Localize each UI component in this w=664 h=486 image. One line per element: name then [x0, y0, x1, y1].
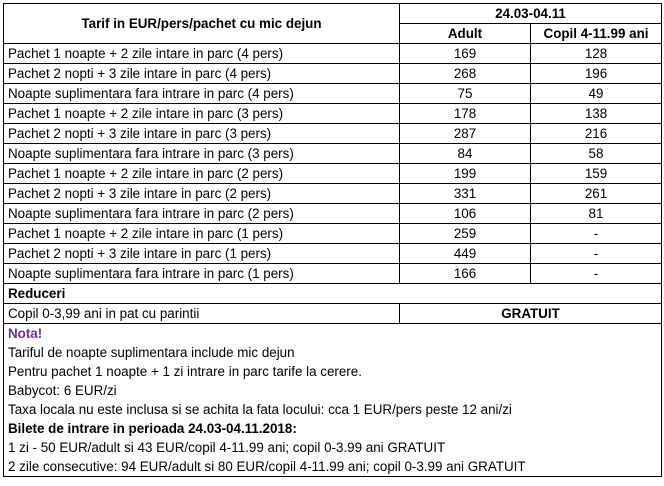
child-price: -: [531, 224, 662, 244]
note-row: [4, 457, 662, 477]
price-row: [4, 184, 662, 204]
row-label: Pachet 1 noapte + 2 zile intare in parc (4 pers): [4, 44, 400, 64]
note-row: [4, 419, 662, 438]
row-label: Noapte suplimentara fara intrare in parc (1 pers): [4, 264, 400, 284]
price-row: [4, 164, 662, 184]
adult-price: 199: [400, 164, 531, 184]
note-row: [4, 362, 662, 381]
price-row: [4, 144, 662, 164]
price-row: [4, 204, 662, 224]
discount-value: GRATUIT: [400, 304, 662, 324]
row-label: Noapte suplimentara fara intrare in parc (4 pers): [4, 84, 400, 104]
price-row: [4, 64, 662, 84]
adult-price: 287: [400, 124, 531, 144]
period-header: 24.03-04.11: [400, 4, 662, 24]
child-price: 216: [531, 124, 662, 144]
child-price: 159: [531, 164, 662, 184]
price-row: [4, 44, 662, 64]
note-row: [4, 400, 662, 419]
row-label: Pachet 1 noapte + 2 zile intare in parc (1 pers): [4, 224, 400, 244]
row-label: Pachet 2 nopti + 3 zile intare in parc (1 pers): [4, 244, 400, 264]
child-price: 81: [531, 204, 662, 224]
adult-price: 106: [400, 204, 531, 224]
row-label: Noapte suplimentara fara intrare in parc (2 pers): [4, 204, 400, 224]
table-title: Tarif in EUR/pers/pachet cu mic dejun: [4, 4, 400, 44]
child-price: 261: [531, 184, 662, 204]
child-price: -: [531, 244, 662, 264]
row-label: Pachet 1 noapte + 2 zile intare in parc (2 pers): [4, 164, 400, 184]
note-line: Babycot: 6 EUR/zi: [4, 381, 662, 400]
price-table: [3, 3, 662, 477]
discount-label: Copil 0-3,99 ani in pat cu parintii: [4, 304, 400, 324]
notes-title: Nota!: [4, 324, 662, 344]
row-label: Pachet 2 nopti + 3 zile intare in parc (4 pers): [4, 64, 400, 84]
adult-price: 259: [400, 224, 531, 244]
price-row: [4, 244, 662, 264]
child-price: 196: [531, 64, 662, 84]
note-line: Pentru pachet 1 noapte + 1 zi intrare in parc tarife la cerere.: [4, 362, 662, 381]
adult-price: 331: [400, 184, 531, 204]
row-label: Pachet 1 noapte + 2 zile intare in parc (3 pers): [4, 104, 400, 124]
price-row: [4, 104, 662, 124]
adult-price: 268: [400, 64, 531, 84]
row-label: Pachet 2 nopti + 3 zile intare in parc (2 pers): [4, 184, 400, 204]
note-row: [4, 438, 662, 457]
ticket-line: 2 zile consecutive: 94 EUR/adult si 80 EUR/copil 4-11.99 ani; copil 0-3.99 ani GRATUIT: [4, 457, 662, 477]
price-row: [4, 84, 662, 104]
child-price: 49: [531, 84, 662, 104]
ticket-line: 1 zi - 50 EUR/adult si 43 EUR/copil 4-11.99 ani; copil 0-3.99 ani GRATUIT: [4, 438, 662, 457]
header-row-1: [4, 4, 662, 24]
adult-column-header: Adult: [400, 24, 531, 44]
adult-price: 84: [400, 144, 531, 164]
price-row: [4, 124, 662, 144]
discount-row: [4, 304, 662, 324]
child-price: -: [531, 264, 662, 284]
child-column-header: Copil 4-11.99 ani: [531, 24, 662, 44]
adult-price: 75: [400, 84, 531, 104]
child-price: 128: [531, 44, 662, 64]
discounts-title-row: [4, 284, 662, 304]
child-price: 138: [531, 104, 662, 124]
tickets-title: Bilete de intrare in perioada 24.03-04.11.2018:: [4, 419, 662, 438]
price-row: [4, 264, 662, 284]
note-line: Taxa locala nu este inclusa si se achita la fata locului: cca 1 EUR/pers peste 12 ani/zi: [4, 400, 662, 419]
note-row: [4, 343, 662, 362]
child-price: 58: [531, 144, 662, 164]
note-line: Tariful de noapte suplimentara include mic dejun: [4, 343, 662, 362]
adult-price: 166: [400, 264, 531, 284]
row-label: Noapte suplimentara fara intrare in parc (3 pers): [4, 144, 400, 164]
price-row: [4, 224, 662, 244]
adult-price: 169: [400, 44, 531, 64]
note-row: [4, 324, 662, 344]
row-label: Pachet 2 nopti + 3 zile intare in parc (3 pers): [4, 124, 400, 144]
note-row: [4, 381, 662, 400]
discounts-title: Reduceri: [4, 284, 662, 304]
adult-price: 449: [400, 244, 531, 264]
adult-price: 178: [400, 104, 531, 124]
